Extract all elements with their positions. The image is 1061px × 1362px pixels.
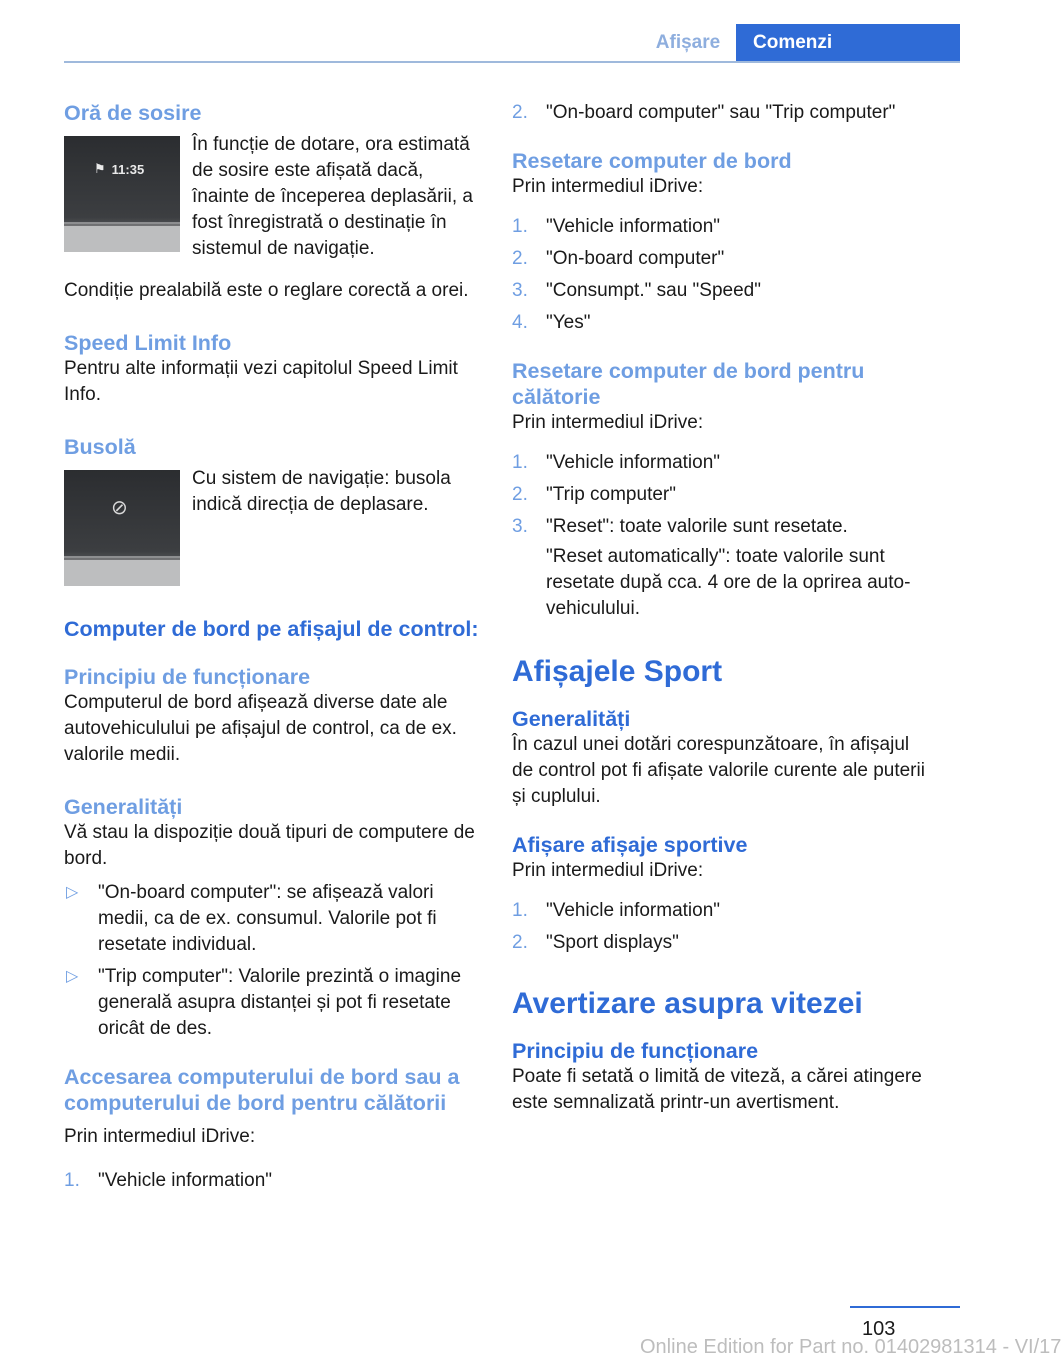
arrival-clock	[94, 161, 144, 177]
heading-afisajele-sport: Afișajele Sport	[512, 655, 723, 688]
edition-footer: Online Edition for Part no. 01402981314 - VI/17	[640, 1336, 1061, 1358]
heading-accesare: Accesarea computerului de bord sau a computerului de bord pentru călătorii	[64, 1065, 460, 1115]
heading-principiu: Principiu de funcționare	[64, 665, 311, 689]
reset-automatically-note: "Reset automatically": toate valorile sunt resetate după cca. 4 ore de la oprirea autovehiculului.	[546, 546, 911, 619]
ora-paragraph: În funcție de dotare, ora estimată de sosire este afișată dacă, înainte de începerea deplasării, a fost înregistrată o destinație în sistemul de navigație.	[192, 134, 473, 259]
avertizare-paragraph: Poate fi setată o limită de viteză, a cărei atingere este semnalizată printr-un avertisment.	[512, 1066, 922, 1113]
heading-speed-limit-info: Speed Limit Info	[64, 331, 232, 355]
heading-afisare-afisaje-sportive: Afișare afișaje sportive	[512, 833, 748, 857]
triangle-bullet-icon: ▷	[66, 968, 79, 985]
resetare-calatorie-paragraph: Prin intermediul iDrive:	[512, 412, 704, 433]
heading-resetare: Resetare computer de bord	[512, 149, 792, 173]
accesare-paragraph: Prin intermediul iDrive:	[64, 1126, 256, 1147]
ora-condition: Condiție prealabilă este o reglare corectă a orei.	[64, 280, 469, 301]
compass-display-image	[64, 470, 180, 586]
right-column	[512, 100, 930, 1116]
list-item: 1. "Vehicle information"	[512, 452, 721, 473]
busola-paragraph: Cu sistem de navigație: busola indică direcția de deplasare.	[192, 468, 451, 515]
flag-icon: ⚑	[94, 161, 106, 176]
triangle-bullet-icon: ▷	[66, 884, 79, 901]
arrival-clock-value: 11:35	[111, 161, 145, 177]
principiu-paragraph: Computerul de bord afișează diverse date ale autovehiculului pe afișajul de control, ca de ex. valorile medii.	[64, 692, 457, 765]
sport-show-paragraph: Prin intermediul iDrive:	[512, 860, 704, 881]
heading-busola: Busolă	[64, 435, 136, 459]
list-item: ▷ "On-board computer": se afișează valori medii, ca de ex. consumul. Valorile pot fi resetate individual.	[64, 880, 484, 958]
heading-sport-generalitati: Generalități	[512, 707, 631, 731]
heading-ora-de-sosire: Oră de sosire	[64, 101, 202, 125]
sport-steps	[512, 898, 930, 956]
sport-generalitati-paragraph: În cazul unei dotări corespunzătoare, în afișajul de control pot fi afișate valorile curente ale puterii și cuplului.	[512, 734, 925, 807]
accesare-steps-continued	[512, 100, 930, 126]
list-item: 1. "Vehicle information"	[512, 900, 721, 921]
heading-avertizare-principiu: Principiu de funcționare	[512, 1039, 759, 1063]
list-item: 2. "On-board computer" sau "Trip computer"	[512, 102, 896, 123]
heading-resetare-calatorie: Resetare computer de bord pentru călătorie	[512, 359, 865, 409]
list-item: 4. "Yes"	[512, 312, 591, 333]
generalitati-paragraph: Vă stau la dispoziție două tipuri de computere de bord.	[64, 822, 475, 869]
resetare-paragraph: Prin intermediul iDrive:	[512, 176, 704, 197]
list-item: 2. "Trip computer"	[512, 484, 676, 505]
resetare-steps	[512, 214, 930, 336]
left-column	[64, 100, 484, 1194]
accesare-steps	[64, 1168, 484, 1194]
resetare-calatorie-steps	[512, 450, 930, 540]
footer-divider	[850, 1306, 960, 1308]
header-divider	[64, 61, 960, 63]
list-item: 1. "Vehicle information"	[512, 216, 721, 237]
arrival-time-display-image	[64, 136, 180, 252]
list-item: 3. "Consumpt." sau "Speed"	[512, 280, 761, 301]
tab-comenzi[interactable]: Comenzi	[736, 24, 960, 62]
list-item: 2. "Sport displays"	[512, 932, 679, 953]
speed-paragraph: Pentru alte informații vezi capitolul Speed Limit Info.	[64, 358, 458, 405]
tab-afisare[interactable]: Afișare	[655, 32, 721, 53]
heading-avertizare-viteza: Avertizare asupra vitezei	[512, 987, 863, 1020]
heading-computer-de-bord: Computer de bord pe afișajul de control:	[64, 617, 479, 641]
list-item: 3. "Reset": toate valorile sunt resetate.	[512, 516, 848, 537]
computer-types-list	[64, 880, 484, 1042]
page-number: 103	[862, 1318, 896, 1340]
list-item: ▷ "Trip computer": Valorile prezintă o imagine generală asupra distanței și pot fi resetate oricât de des.	[64, 964, 484, 1042]
heading-generalitati: Generalități	[64, 795, 183, 819]
compass-off-icon: ⊘	[111, 497, 128, 519]
list-item: 1. "Vehicle information"	[64, 1170, 273, 1191]
list-item: 2. "On-board computer"	[512, 248, 725, 269]
